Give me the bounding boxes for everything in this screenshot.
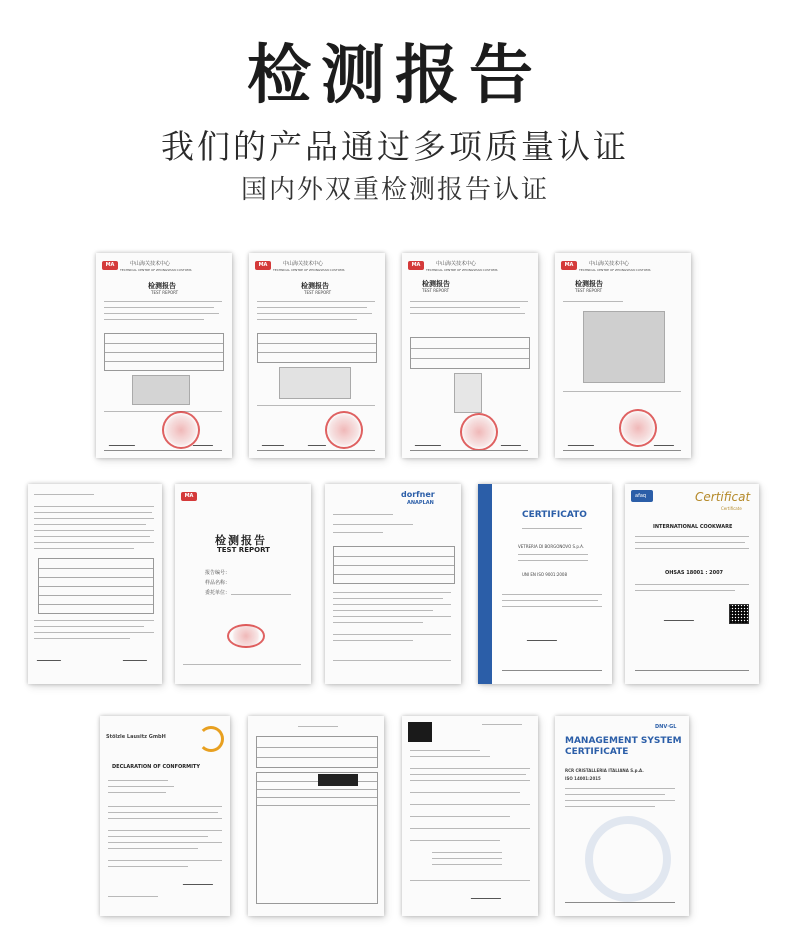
certificate-thumbnail-lab[interactable] bbox=[402, 716, 538, 916]
report-center-name: 中山海关技术中心 bbox=[436, 261, 477, 267]
report-thumbnail-1[interactable] bbox=[96, 253, 232, 458]
certificato-title: CERTIFICATO bbox=[522, 510, 587, 520]
report-heading: 检测报告 bbox=[301, 282, 329, 290]
stolzle-logo-icon bbox=[198, 726, 224, 752]
report-center-name: 中山海关技术中心 bbox=[589, 261, 630, 267]
official-seal-icon bbox=[460, 413, 498, 451]
report-heading-english: TEST REPORT bbox=[304, 290, 332, 295]
international-cookware: INTERNATIONAL COOKWARE bbox=[653, 524, 733, 530]
official-seal-icon bbox=[325, 411, 363, 449]
report-thumbnail-4[interactable] bbox=[555, 253, 691, 458]
report-thumbnail-7[interactable] bbox=[325, 484, 461, 684]
report-center-english: TECHNICAL CENTRE OF ZHONGSHAN CUSTOMS bbox=[579, 268, 651, 272]
mgmt-title-line2: CERTIFICATE bbox=[565, 747, 629, 757]
certificate-thumbnail-vetreria[interactable] bbox=[478, 484, 612, 684]
report-heading: 检测报告 bbox=[422, 280, 450, 288]
afaq-logo-text: afaq bbox=[635, 493, 647, 499]
page-subtitle: 我们的产品通过多项质量认证 bbox=[161, 127, 629, 166]
iso14001-standard: ISO 14001:2015 bbox=[565, 776, 601, 781]
report-center-name: 中山海关技术中心 bbox=[130, 261, 171, 267]
report-heading: 检测报告 bbox=[148, 282, 176, 290]
declaration-title: DECLARATION OF CONFORMITY bbox=[112, 764, 200, 770]
cma-logo-icon: MA bbox=[561, 261, 577, 270]
official-seal-icon bbox=[227, 624, 265, 648]
product-photo bbox=[454, 373, 482, 413]
report-heading-english: TEST REPORT bbox=[151, 290, 179, 295]
report-heading: 检测报告 bbox=[215, 534, 267, 547]
cma-logo-icon: MA bbox=[181, 492, 197, 501]
report-center-english: TECHNICAL CENTRE OF ZHONGSHAN CUSTOMS bbox=[273, 268, 345, 272]
product-photo bbox=[279, 367, 351, 399]
report-heading-english: TEST REPORT bbox=[575, 288, 603, 293]
report-center-english: TECHNICAL CENTRE OF ZHONGSHAN CUSTOMS bbox=[120, 268, 192, 272]
report-heading: 检测报告 bbox=[575, 280, 603, 288]
dorfner-logo: dorfner bbox=[401, 490, 435, 499]
vetreria-iso: UNI EN ISO 9001:2008 bbox=[522, 572, 568, 577]
product-photo bbox=[583, 311, 665, 383]
certificate-thumbnail-afaq[interactable] bbox=[625, 484, 759, 684]
report-thumbnail-3[interactable] bbox=[402, 253, 538, 458]
cma-logo-icon: MA bbox=[408, 261, 424, 270]
report-center-name: 中山海关技术中心 bbox=[283, 261, 324, 267]
dnv-logo: DNV·GL bbox=[655, 724, 677, 730]
report-thumbnail-6[interactable] bbox=[175, 484, 311, 684]
certificat-subtitle: Certificate bbox=[721, 506, 742, 511]
dnv-watermark bbox=[585, 816, 671, 902]
report-thumbnail-2[interactable] bbox=[249, 253, 385, 458]
report-heading-english: TEST REPORT bbox=[422, 288, 450, 293]
vetreria-company: VETRERIA DI BORGONOVO S.p.A. bbox=[518, 544, 585, 549]
client-label: 委托单位： bbox=[205, 590, 231, 596]
declaration-thumbnail-stolzle[interactable] bbox=[100, 716, 230, 916]
cma-logo-icon: MA bbox=[255, 261, 271, 270]
sample-name-label: 样品名称： bbox=[205, 580, 231, 586]
redacted-block bbox=[318, 774, 358, 786]
report-heading-english: TEST REPORT bbox=[217, 546, 270, 554]
qr-code-icon bbox=[729, 604, 749, 624]
report-center-english: TECHNICAL CENTRE OF ZHONGSHAN CUSTOMS bbox=[426, 268, 498, 272]
cma-logo-icon: MA bbox=[102, 261, 118, 270]
page-title: 检测报告 bbox=[247, 38, 543, 113]
certificat-title: Certificat bbox=[695, 490, 751, 504]
ohsas-standard: OHSAS 18001 : 2007 bbox=[665, 570, 724, 576]
report-number-label: 报告编号： bbox=[205, 570, 231, 576]
rcr-company: RCR CRISTALLERIA ITALIANA S.p.A. bbox=[565, 768, 644, 773]
report-thumbnail-table[interactable] bbox=[248, 716, 384, 916]
product-photo bbox=[132, 375, 190, 405]
page-tagline: 国内外双重检测报告认证 bbox=[240, 175, 549, 205]
stolzle-company: Stölzle Lausitz GmbH bbox=[106, 734, 166, 740]
report-thumbnail-5[interactable] bbox=[28, 484, 162, 684]
lab-logo-icon bbox=[408, 722, 432, 742]
certificate-thumbnail-dnv[interactable] bbox=[555, 716, 689, 916]
anaplan-logo: ANAPLAN bbox=[407, 500, 434, 506]
mgmt-title-line1: MANAGEMENT SYSTEM bbox=[565, 736, 682, 746]
official-seal-icon bbox=[619, 409, 657, 447]
